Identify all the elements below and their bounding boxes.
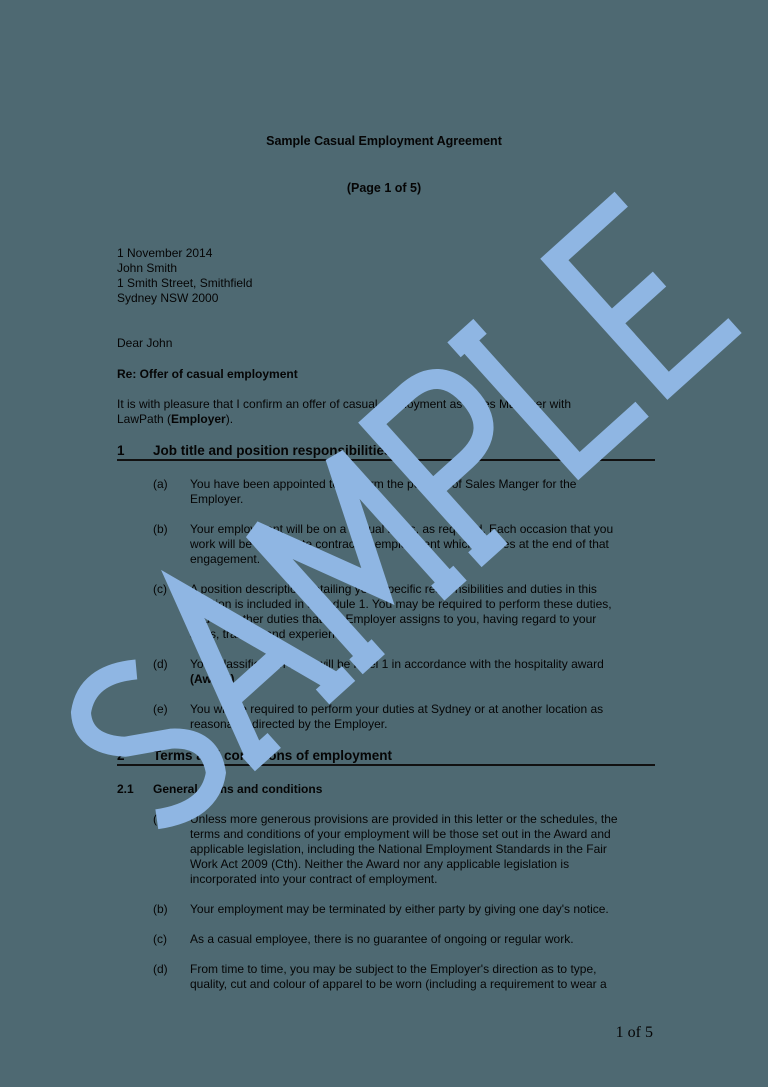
address-name: John Smith [117, 261, 178, 275]
clause-line: As a casual employee, there is no guarantee of ongoing or regular work. [190, 932, 574, 946]
clause-line: Your employment will be on a casual basis, as required. Each occasion that you [190, 522, 614, 536]
clause-text [190, 902, 609, 917]
clause-label: (c) [153, 932, 167, 946]
clause-line: and any other duties that the Employer assigns to you, having regard to your [190, 612, 597, 626]
section-1-heading: Job title and position responsibilities [153, 443, 392, 458]
clause-line: applicable legislation, including the National Employment Standards in the Fair [190, 842, 607, 856]
section-2-heading: Terms and conditions of employment [153, 748, 393, 763]
clause-label: (e) [153, 702, 168, 716]
clause-text: . [234, 672, 238, 686]
section-1-number: 1 [117, 443, 125, 458]
clause-line: A position description detailing your specific responsibilities and duties in this [190, 582, 597, 596]
clause-text [190, 522, 613, 567]
clause-line: incorporated into your contract of employment. [190, 872, 438, 886]
address-city: Sydney NSW 2000 [117, 291, 219, 305]
award-term: (Award) [190, 672, 235, 686]
section-1-rule [117, 459, 655, 461]
clause-label: (a) [153, 477, 168, 491]
document-title: Sample Casual Employment Agreement [266, 134, 502, 148]
clause-text [190, 932, 574, 947]
clause-label: (b) [153, 522, 168, 536]
section-2-rule [117, 764, 655, 766]
clause-text [190, 812, 618, 887]
clause-line: You will be required to perform your duties at Sydney or at another location as [190, 702, 604, 716]
clause-text [190, 582, 612, 642]
re-line: Re: Offer of casual employment [117, 367, 298, 381]
section-2-number: 2 [117, 748, 125, 763]
subsection-number: 2.1 [117, 782, 134, 796]
clause-text [190, 657, 604, 687]
subsection-heading: General terms and conditions [153, 782, 323, 796]
clause-line: terms and conditions of your employment will be those set out in the Award and [190, 827, 611, 841]
intro-paragraph [117, 397, 571, 427]
clause-line: position is included in schedule 1. You may be required to perform these duties, [190, 597, 612, 611]
clause-label: (d) [153, 962, 168, 976]
clause-line: Unless more generous provisions are provided in this letter or the schedules, the [190, 812, 618, 826]
page-label: (Page 1 of 5) [346, 181, 422, 195]
clause-line: quality, cut and colour of apparel to be worn (including a requirement to wear a [190, 977, 607, 991]
clause-line: Your classification level will be level 1 in accordance with the hospitality award [190, 657, 604, 671]
clause-line: work will be a separate contract of employment which ceases at the end of that [190, 537, 609, 551]
clause-line: engagement. [190, 552, 261, 566]
intro-line [117, 412, 571, 427]
clause-label: (d) [153, 657, 168, 671]
clause-label: (b) [153, 902, 168, 916]
address-block [117, 246, 252, 306]
clause-line: skills, training and experience. [190, 627, 351, 641]
page-footer: 1 of 5 [615, 1024, 653, 1041]
intro-text: LawPath ( [117, 412, 172, 426]
clause-text [190, 477, 576, 507]
watermark-letter-l [454, 283, 642, 476]
clause-text [190, 702, 603, 732]
clause-label: (c) [153, 582, 167, 596]
clause-line [190, 672, 604, 687]
address-street: 1 Smith Street, Smithfield [117, 276, 253, 290]
intro-text: ). [225, 412, 234, 426]
clause-line: From time to time, you may be subject to the Employer's direction as to type, [190, 962, 597, 976]
clause-line: You have been appointed to perform the position of Sales Manger for the [190, 477, 577, 491]
clause-line: Employer. [190, 492, 244, 506]
salutation: Dear John [117, 336, 173, 350]
clause-line: reasonably directed by the Employer. [190, 717, 388, 731]
address-date: 1 November 2014 [117, 246, 213, 260]
clause-label: (a) [153, 812, 168, 826]
clause-text [190, 962, 607, 992]
clause-line: Your employment may be terminated by either party by giving one day's notice. [190, 902, 609, 916]
intro-line: It is with pleasure that I confirm an offer of casual employment as Sales Manager with [117, 397, 571, 411]
clause-line: Work Act 2009 (Cth). Neither the Award nor any applicable legislation is [190, 857, 570, 871]
employer-term: Employer [171, 412, 226, 426]
watermark-letter-e [554, 199, 735, 386]
